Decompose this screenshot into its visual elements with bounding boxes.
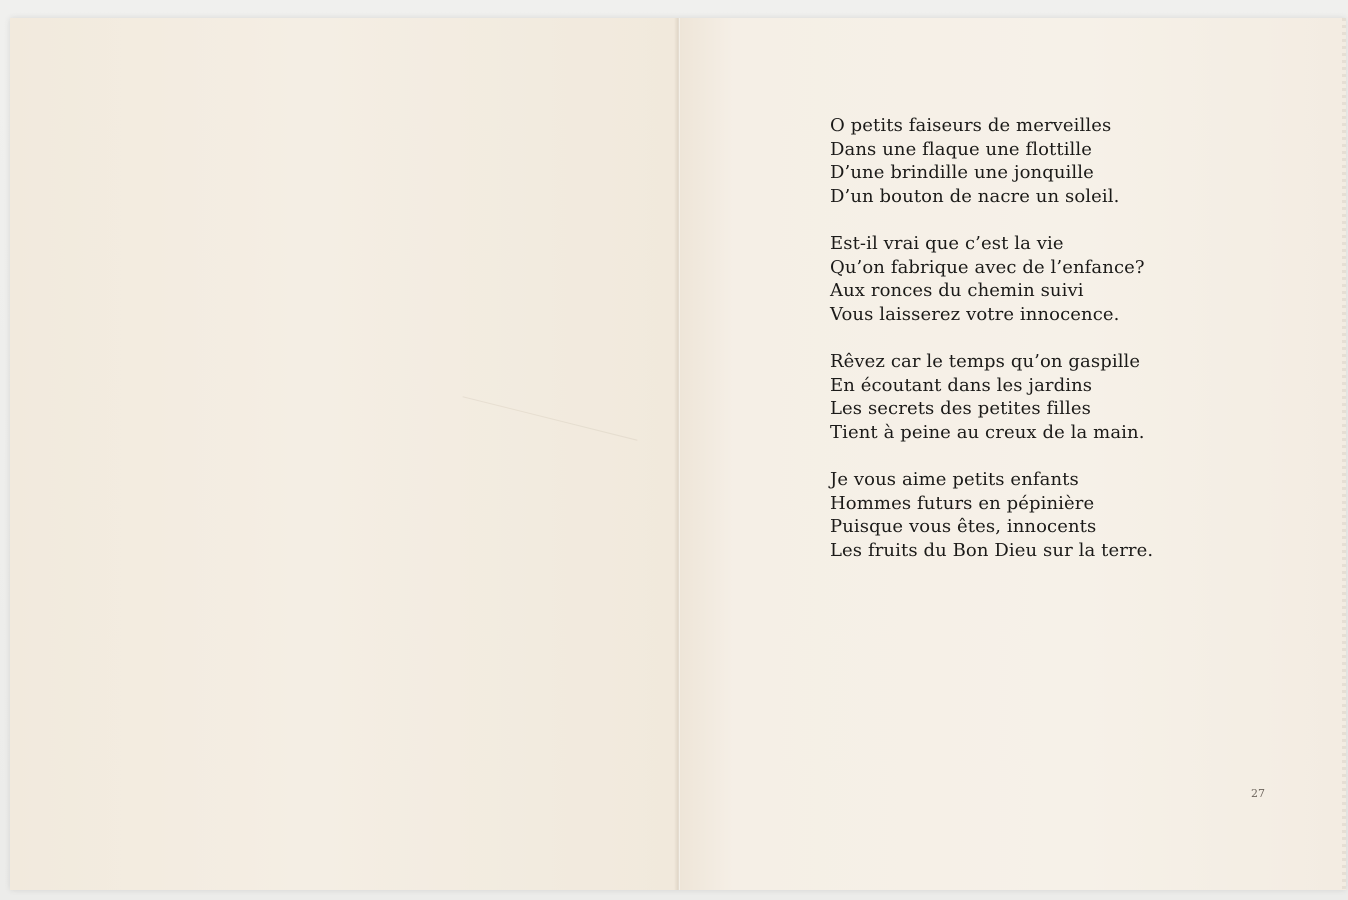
poem-line: D’un bouton de nacre un soleil. xyxy=(830,185,1120,207)
poem-line: D’une brindille une jonquille xyxy=(830,162,1094,183)
poem-line: O petits faiseurs de merveilles xyxy=(830,115,1112,136)
poem-line: Vous laisserez votre innocence. xyxy=(830,303,1120,325)
poem-line: En écoutant dans les jardins xyxy=(830,374,1093,396)
poem-line: Rêvez car le temps qu’on gaspille xyxy=(830,351,1141,372)
deckle-edge xyxy=(1342,18,1346,890)
poem-line: Puisque vous êtes, innocents xyxy=(830,516,1097,537)
page-number: 27 xyxy=(1251,787,1265,800)
poem-line: Aux ronces du chemin suivi xyxy=(830,280,1084,301)
poem-line: Hommes futurs en pépinière xyxy=(830,492,1095,514)
poem-line: Est-il vrai que c’est la vie xyxy=(830,233,1064,254)
poem-line: Les fruits du Bon Dieu sur la terre. xyxy=(830,539,1154,561)
stanza-1 xyxy=(830,114,1153,208)
poem xyxy=(830,114,1153,586)
poem-line: Qu’on fabrique avec de l’enfance? xyxy=(830,256,1145,278)
stanza-2 xyxy=(830,232,1153,326)
poem-line: Tient à peine au creux de la main. xyxy=(830,421,1145,443)
book-spread xyxy=(10,18,1346,890)
paper-crease-mark xyxy=(463,396,638,441)
poem-line: Je vous aime petits enfants xyxy=(830,469,1079,490)
left-page-blank xyxy=(10,18,678,890)
poem-line: Les secrets des petites filles xyxy=(830,398,1091,419)
poem-line: Dans une flaque une flottille xyxy=(830,138,1093,160)
stanza-3 xyxy=(830,350,1153,444)
stanza-4 xyxy=(830,468,1153,562)
